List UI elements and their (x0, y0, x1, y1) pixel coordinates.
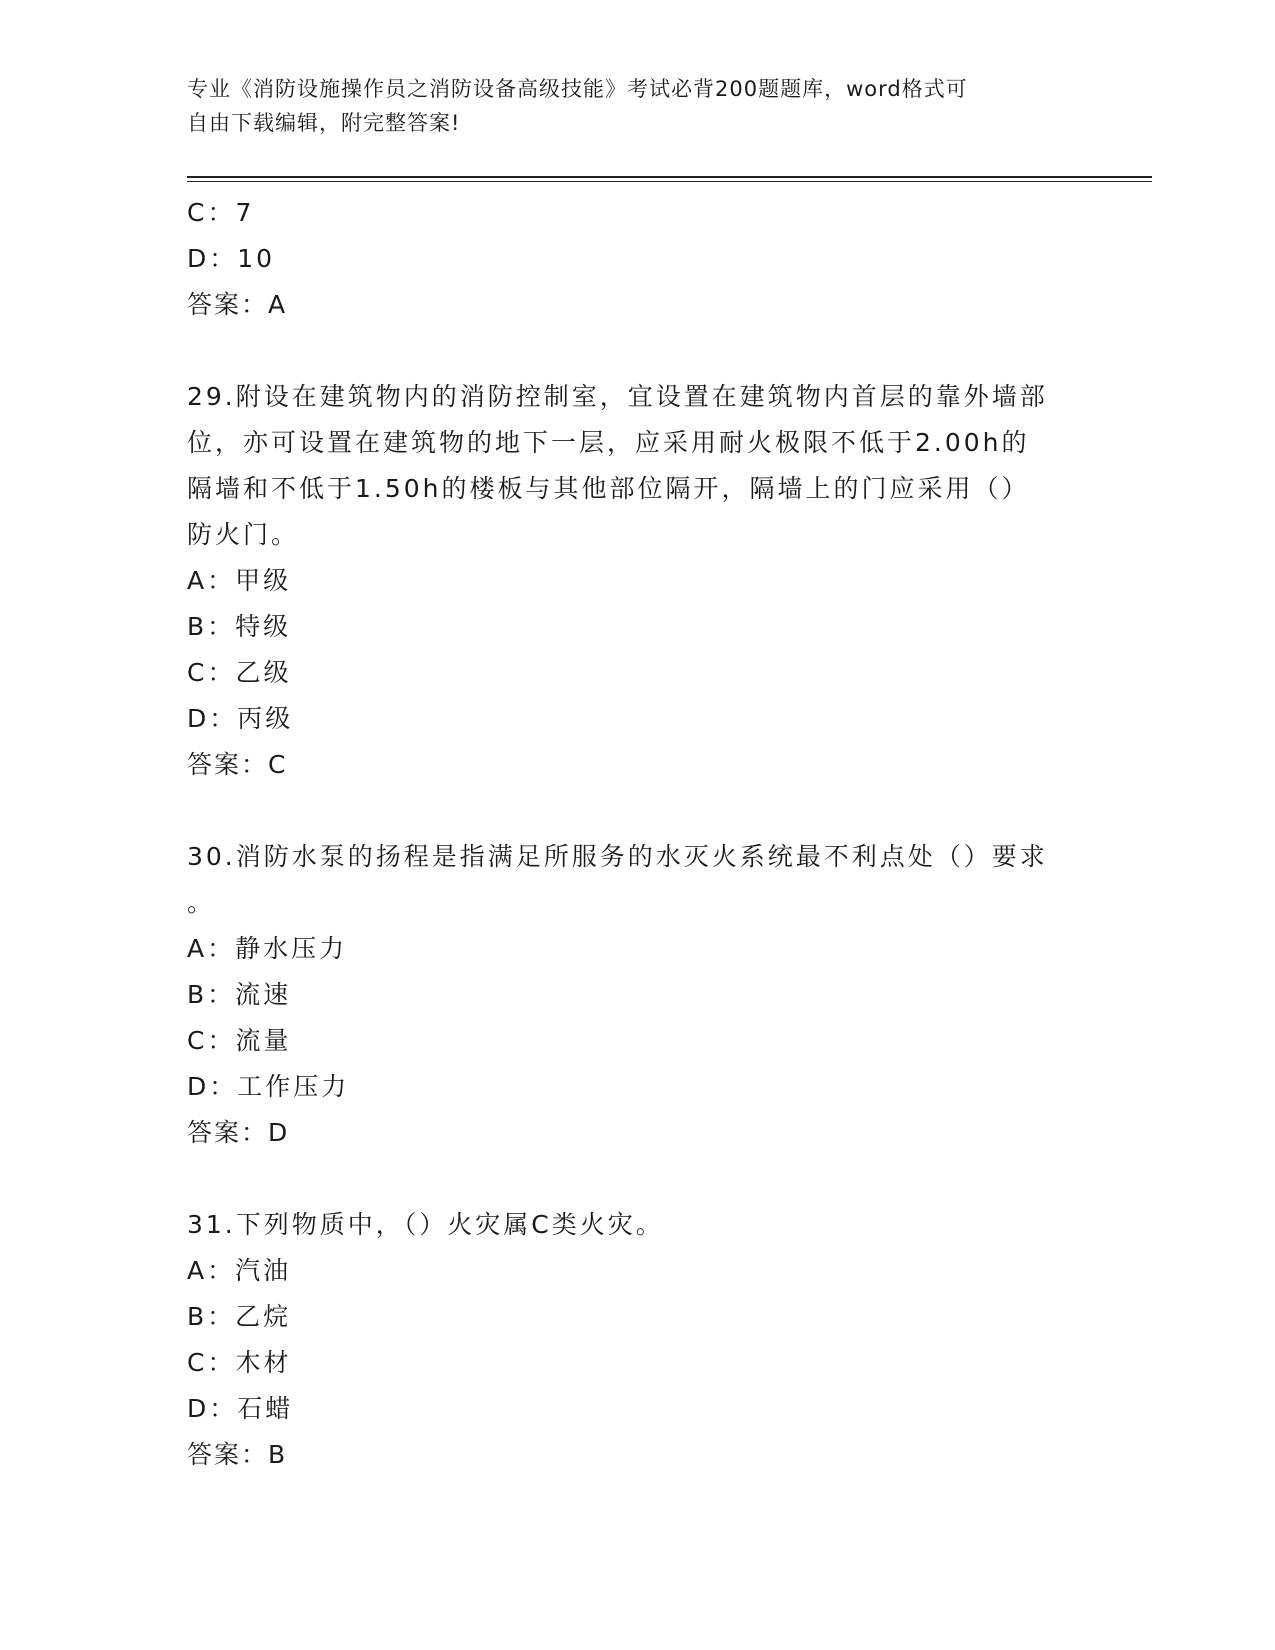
answer-line: 答案：B (187, 1440, 288, 1469)
question-29 (187, 374, 1087, 788)
question-text-line: 防火门。 (187, 520, 300, 549)
question-31 (187, 1202, 1087, 1478)
option-b: B：特级 (187, 612, 292, 641)
question-text-line: 31.下列物质中，（）火灾属C类火灾。 (187, 1210, 664, 1239)
header-divider-thin (187, 181, 1152, 182)
answer-line: 答案：A (187, 290, 288, 319)
header-line-2: 自由下载编辑，附完整答案! (187, 111, 461, 135)
option-a: A：汽油 (187, 1256, 292, 1285)
question-text-line: 29.附设在建筑物内的消防控制室，宜设置在建筑物内首层的靠外墙部 (187, 382, 1048, 411)
document-body (187, 190, 1087, 1478)
question-text-line: 隔墙和不低于1.50h的楼板与其他部位隔开，隔墙上的门应采用（） (187, 474, 1030, 503)
spacer (187, 328, 1087, 374)
document-header (187, 72, 1087, 140)
option-b: B：流速 (187, 980, 292, 1009)
spacer (187, 788, 1087, 834)
option-d: D：10 (187, 244, 276, 273)
option-d: D：丙级 (187, 704, 294, 733)
question-text-line: 。 (187, 888, 216, 917)
answer-line: 答案：D (187, 1118, 290, 1147)
option-a: A：甲级 (187, 566, 292, 595)
option-c: C：乙级 (187, 658, 292, 687)
spacer (187, 1156, 1087, 1202)
option-c: C：木材 (187, 1348, 292, 1377)
partial-question (187, 190, 1087, 328)
option-b: B：乙烷 (187, 1302, 292, 1331)
answer-line: 答案：C (187, 750, 288, 779)
question-30 (187, 834, 1087, 1156)
question-text-line: 30.消防水泵的扬程是指满足所服务的水灭火系统最不利点处（）要求 (187, 842, 1048, 871)
header-divider-thick (187, 176, 1152, 178)
option-d: D：石蜡 (187, 1394, 294, 1423)
question-text-line: 位，亦可设置在建筑物的地下一层，应采用耐火极限不低于2.00h的 (187, 428, 1030, 457)
option-c: C：7 (187, 198, 255, 227)
option-c: C：流量 (187, 1026, 292, 1055)
option-d: D：工作压力 (187, 1072, 350, 1101)
header-line-1: 专业《消防设施操作员之消防设备高级技能》考试必背200题题库，word格式可 (187, 77, 968, 101)
option-a: A：静水压力 (187, 934, 348, 963)
